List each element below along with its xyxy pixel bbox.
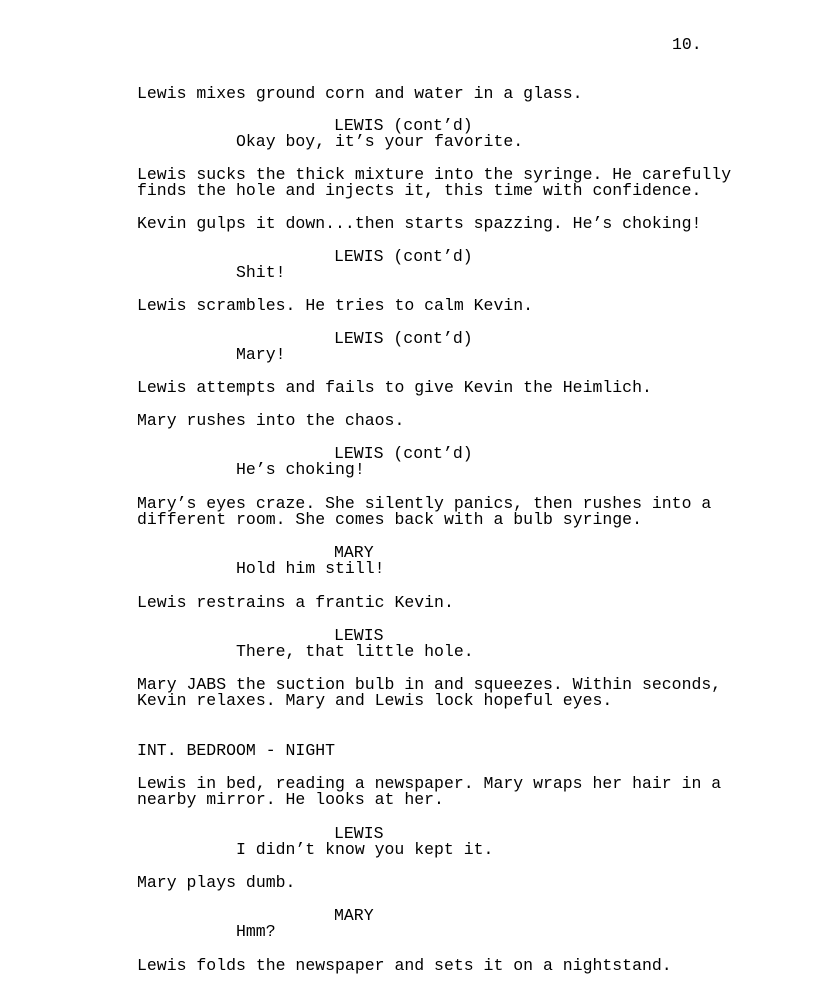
action-line: Lewis scrambles. He tries to calm Kevin. [137,296,534,315]
action-line: different room. She comes back with a bulb syringe. [137,510,642,529]
action-line: Mary’s eyes craze. She silently panics, then rushes into a [137,494,712,513]
character-cue: LEWIS (cont’d) [334,329,473,348]
dialogue-line: Shit! [236,263,286,282]
action-line: Mary rushes into the chaos. [137,411,405,430]
character-cue: LEWIS (cont’d) [334,116,473,135]
action-line: Lewis mixes ground corn and water in a glass. [137,84,583,103]
action-line: Kevin gulps it down...then starts spazzing. He’s choking! [137,214,702,233]
action-line: Kevin relaxes. Mary and Lewis lock hopeful eyes. [137,691,613,710]
character-cue: LEWIS (cont’d) [334,247,473,266]
character-cue: LEWIS [334,626,384,645]
dialogue-line: Hold him still! [236,559,385,578]
dialogue-line: I didn’t know you kept it. [236,840,494,859]
scene-heading: INT. BEDROOM - NIGHT [137,741,336,760]
dialogue-line: Mary! [236,345,286,364]
action-line: Lewis restrains a frantic Kevin. [137,593,454,612]
dialogue-line: Hmm? [236,922,276,941]
dialogue-line: Okay boy, it’s your favorite. [236,132,524,151]
page-number: 10. [672,35,702,54]
action-line: Mary JABS the suction bulb in and squeezes. Within seconds, [137,675,722,694]
character-cue: MARY [334,543,374,562]
action-line: Mary plays dumb. [137,873,296,892]
dialogue-line: There, that little hole. [236,642,474,661]
character-cue: LEWIS (cont’d) [334,444,473,463]
character-cue: LEWIS [334,824,384,843]
action-line: Lewis in bed, reading a newspaper. Mary wraps her hair in a [137,774,722,793]
action-line: Lewis folds the newspaper and sets it on a nightstand. [137,956,672,975]
dialogue-line: He’s choking! [236,460,365,479]
character-cue: MARY [334,906,374,925]
action-line: Lewis sucks the thick mixture into the syringe. He carefully [137,165,732,184]
action-line: nearby mirror. He looks at her. [137,790,444,809]
action-line: Lewis attempts and fails to give Kevin the Heimlich. [137,378,652,397]
action-line: finds the hole and injects it, this time with confidence. [137,181,702,200]
